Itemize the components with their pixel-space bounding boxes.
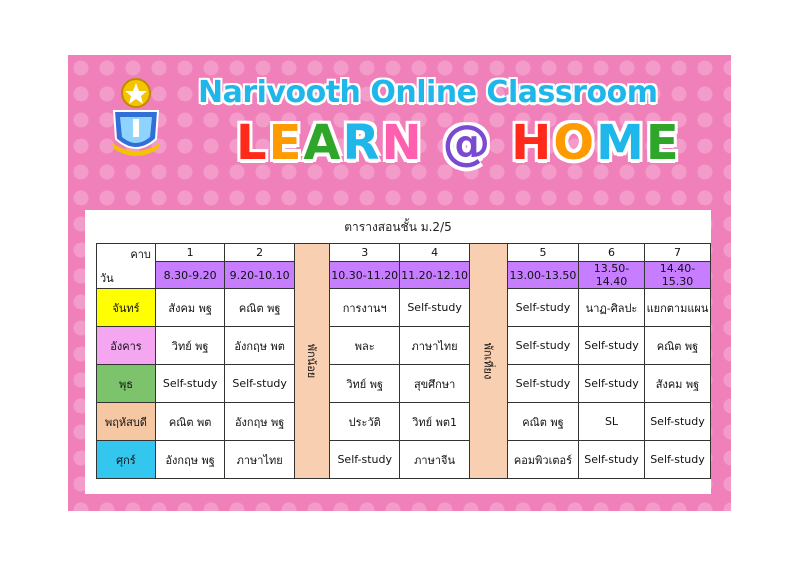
subject-cell: คณิต พฐ (644, 327, 710, 365)
period-time: 9.20-10.10 (225, 262, 295, 289)
period-number: 2 (225, 244, 295, 262)
title-letter: E (268, 115, 304, 171)
title-letter: R (342, 115, 382, 171)
subject-cell: สุขศึกษา (400, 365, 470, 403)
title-line1: Narivooth Online Classroom (198, 75, 658, 110)
day-name: อังคาร (97, 327, 156, 365)
subject-cell: Self-study (400, 289, 470, 327)
title-letter: L (236, 115, 269, 171)
subject-cell: Self-study (644, 441, 710, 479)
title-letter (424, 115, 443, 171)
period-label: คาบ (130, 248, 151, 261)
subject-cell: นาฏ-ศิลปะ (579, 289, 645, 327)
day-name: พุธ (97, 365, 156, 403)
table-row (97, 365, 711, 403)
title-letter (492, 115, 511, 171)
title-letter: E (645, 115, 681, 171)
table-row (97, 289, 711, 327)
day-name: จันทร์ (97, 289, 156, 327)
subject-cell: อังกฤษ พต (225, 327, 295, 365)
table-row (97, 403, 711, 441)
title-letter: N (381, 115, 424, 171)
timetable (96, 243, 711, 479)
period-number: 5 (507, 244, 578, 262)
subject-cell: วิทย์ พต1 (400, 403, 470, 441)
period-day-corner (97, 244, 156, 289)
subject-cell: ภาษาไทย (225, 441, 295, 479)
period-time: 11.20-12.10 (400, 262, 470, 289)
subject-cell: Self-study (155, 365, 225, 403)
title-letter: A (303, 115, 343, 171)
short-break-column (294, 244, 329, 479)
short-break-label: พักน้อย (305, 343, 319, 379)
subject-cell: อังกฤษ พฐ (155, 441, 225, 479)
subject-cell: ประวัติ (330, 403, 400, 441)
title-letter: M (596, 115, 646, 171)
subject-cell: Self-study (579, 327, 645, 365)
period-number: 7 (644, 244, 710, 262)
subject-cell: คอมพิวเตอร์ (507, 441, 578, 479)
subject-cell: วิทย์ พฐ (330, 365, 400, 403)
timetable-caption: ตารางสอนชั้น ม.2/5 (344, 220, 452, 234)
subject-cell: สังคม พฐ (155, 289, 225, 327)
lunch-break-column (470, 244, 508, 479)
day-name: พฤหัสบดี (97, 403, 156, 441)
subject-cell: Self-study (225, 365, 295, 403)
subject-cell: Self-study (507, 327, 578, 365)
subject-cell: ภาษาไทย (400, 327, 470, 365)
poster (68, 55, 731, 511)
day-name: ศุกร์ (97, 441, 156, 479)
subject-cell: Self-study (644, 403, 710, 441)
subject-cell: สังคม พฐ (644, 365, 710, 403)
period-time: 8.30-9.20 (155, 262, 225, 289)
subject-cell: คณิต พฐ (225, 289, 295, 327)
title-letter: H (511, 115, 554, 171)
period-time: 13.50-14.40 (579, 262, 645, 289)
period-time: 13.00-13.50 (507, 262, 578, 289)
subject-cell: แยกตามแผน (644, 289, 710, 327)
title-letter: O (553, 115, 597, 171)
table-row (97, 327, 711, 365)
table-row (97, 441, 711, 479)
title-letter: @ (442, 115, 493, 171)
period-time: 14.40-15.30 (644, 262, 710, 289)
title-line2 (236, 115, 681, 171)
subject-cell: วิทย์ พฐ (155, 327, 225, 365)
subject-cell: ภาษาจีน (400, 441, 470, 479)
timetable-panel (85, 210, 711, 494)
subject-cell: Self-study (579, 441, 645, 479)
period-number: 6 (579, 244, 645, 262)
period-number: 4 (400, 244, 470, 262)
subject-cell: Self-study (507, 365, 578, 403)
school-emblem-icon (108, 77, 164, 159)
period-number: 1 (155, 244, 225, 262)
subject-cell: SL (579, 403, 645, 441)
subject-cell: คณิต พฐ (507, 403, 578, 441)
subject-cell: Self-study (579, 365, 645, 403)
day-label: วัน (100, 272, 114, 285)
subject-cell: พละ (330, 327, 400, 365)
period-time: 10.30-11.20 (330, 262, 400, 289)
lunch-break-label: พักเที่ยง (481, 342, 495, 380)
subject-cell: อังกฤษ พฐ (225, 403, 295, 441)
period-number: 3 (330, 244, 400, 262)
subject-cell: Self-study (507, 289, 578, 327)
subject-cell: การงานฯ (330, 289, 400, 327)
subject-cell: คณิต พต (155, 403, 225, 441)
subject-cell: Self-study (330, 441, 400, 479)
